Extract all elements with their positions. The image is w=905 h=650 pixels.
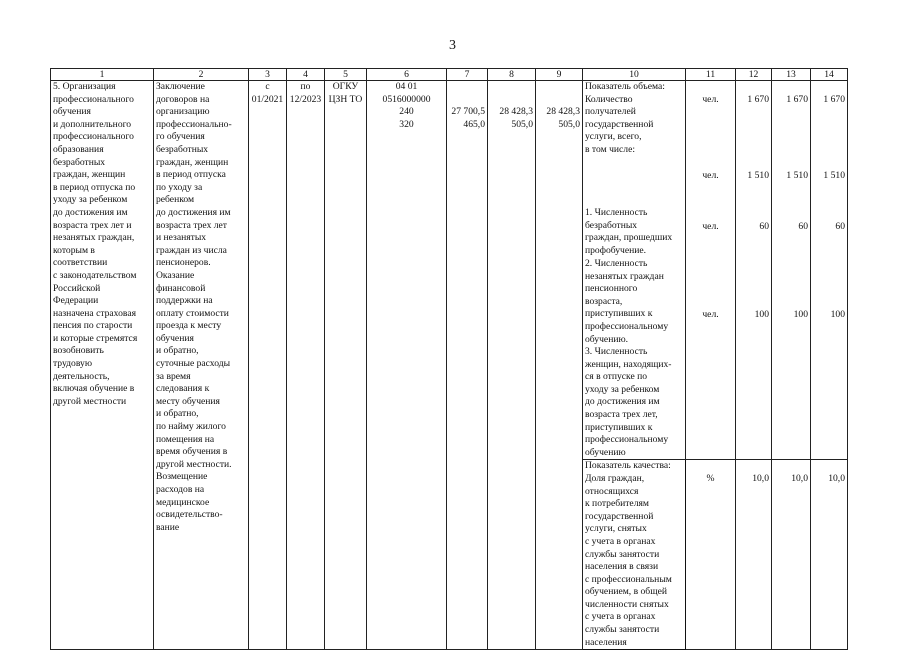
sub-2-value-14: 60 bbox=[835, 221, 845, 232]
col-header-3: 3 bbox=[249, 69, 287, 81]
volume-unit: чел. bbox=[702, 94, 719, 105]
sub-2-value-13: 60 bbox=[798, 221, 808, 232]
sub-1-value-13: 1 510 bbox=[786, 170, 808, 181]
col-header-11: 11 bbox=[686, 69, 736, 81]
event-content-cell: Заключение договоров на организацию профессионально- го обучения безработных граждан, женщин в период отпуска по уходу за ребенком до достижения им возраста трех лет и незанятых граждан из числа пенсионеров. Оказание финансовой поддержки на оплату стоимости проезда к месту обучения и обратно, суточные расходы за время следования к месту обучения и обратно, по найму жилого помещения на время обучения в другой местности. Возмещение расходов на медицинское освидетельство- вание bbox=[154, 81, 249, 650]
col-header-1: 1 bbox=[51, 69, 154, 81]
sub-3-unit: чел. bbox=[702, 309, 719, 320]
column-number-row bbox=[51, 69, 848, 81]
col-header-8: 8 bbox=[488, 69, 536, 81]
sub-2-value-12: 60 bbox=[759, 221, 769, 232]
col-header-7: 7 bbox=[447, 69, 488, 81]
col-header-10: 10 bbox=[583, 69, 686, 81]
col-header-12: 12 bbox=[736, 69, 772, 81]
sub-3-value-13: 100 bbox=[793, 309, 808, 320]
sub-3-value-12: 100 bbox=[754, 309, 769, 320]
col-header-13: 13 bbox=[772, 69, 811, 81]
quality-value-12: 10,0 bbox=[736, 460, 772, 650]
col-header-5: 5 bbox=[325, 69, 367, 81]
quality-unit-cell: % bbox=[686, 460, 736, 650]
sub-1-unit: чел. bbox=[702, 170, 719, 181]
start-date-cell: с 01/2021 bbox=[249, 81, 287, 650]
sub-2-unit: чел. bbox=[702, 221, 719, 232]
sub-3-value-14: 100 bbox=[830, 309, 845, 320]
end-date-cell: по 12/2023 bbox=[287, 81, 325, 650]
amount-col9-cell: 28 428,3 505,0 bbox=[536, 81, 583, 650]
col-header-9: 9 bbox=[536, 69, 583, 81]
program-table bbox=[50, 68, 848, 650]
budget-code-cell: 04 01 0516000000 240 320 bbox=[367, 81, 447, 650]
volume-value-12: 1 670 bbox=[747, 94, 769, 105]
sub-indicator-3-text: 3. Численность женщин, находящих- ся в отпуске по уходу за ребенком до достижения им возраста трех лет, приступивших к профессиональному обучению bbox=[585, 346, 672, 458]
col-header-2: 2 bbox=[154, 69, 249, 81]
page-number: 3 bbox=[449, 38, 456, 53]
col-header-6: 6 bbox=[367, 69, 447, 81]
sub-1-value-14: 1 510 bbox=[823, 170, 845, 181]
col-header-14: 14 bbox=[811, 69, 848, 81]
executor-cell: ОГКУ ЦЗН ТО bbox=[325, 81, 367, 650]
volume-value-13: 1 670 bbox=[786, 94, 808, 105]
amount-col7-cell: 27 700,5 465,0 bbox=[447, 81, 488, 650]
col-header-4: 4 bbox=[287, 69, 325, 81]
volume-unit-cell bbox=[686, 81, 736, 460]
quality-value-14: 10,0 bbox=[811, 460, 848, 650]
volume-indicator-text: Показатель объема: Количество получателей государственной услуги, всего, в том числе: bbox=[585, 81, 665, 155]
sub-indicator-1-text: 1. Численность безработных граждан, прошедших профобучение. bbox=[585, 207, 673, 256]
amount-col8-cell: 28 428,3 505,0 bbox=[488, 81, 536, 650]
event-name-cell: 5. Организация профессионального обучения и дополнительного профессионального образования безработных граждан, женщин в период отпуска по уходу за ребенком до достижения им возраста трех лет и незанятых граждан, которым в соответствии с законодательством Российской Федерации назначена страховая пенсия по старости и которые стремятся возобновить трудовую деятельность, включая обучение в другой местности bbox=[51, 81, 154, 650]
quality-indicator-cell: Показатель качества: Доля граждан, относящихся к потребителям государственной услуги, снятых с учета в органах службы занятости населения в связи с профессиональным обучением, в общей численности снятых с учета в органах службы занятости населения bbox=[583, 460, 686, 650]
value-col12-cell bbox=[736, 81, 772, 460]
sub-1-value-12: 1 510 bbox=[747, 170, 769, 181]
value-col14-cell bbox=[811, 81, 848, 460]
table-row bbox=[51, 81, 848, 460]
value-col13-cell bbox=[772, 81, 811, 460]
quality-value-13: 10,0 bbox=[772, 460, 811, 650]
sub-indicator-2-text: 2. Численность незанятых граждан пенсионного возраста, приступивших к профессиональному обучению. bbox=[585, 258, 669, 345]
volume-value-14: 1 670 bbox=[823, 94, 845, 105]
volume-indicator-cell bbox=[583, 81, 686, 460]
